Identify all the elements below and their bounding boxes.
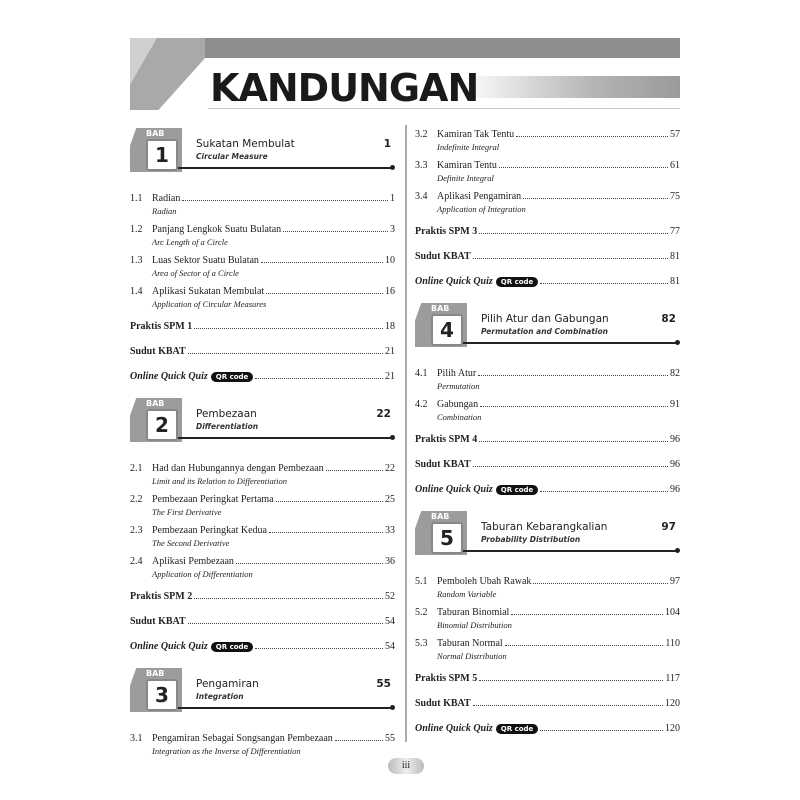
toc-entry[interactable] (130, 220, 395, 251)
entry-page: 54 (385, 616, 395, 627)
toc-entry-line (415, 603, 680, 618)
entry-page: 18 (385, 321, 395, 332)
toc-entry-line (415, 669, 680, 684)
section-title: Panjang Lengkok Suatu Bulatan (152, 224, 282, 235)
section-subtitle: Permutation (437, 381, 480, 391)
dot-leader (194, 598, 383, 599)
toc-entry-line (130, 612, 395, 627)
toc-entry-line (130, 459, 395, 474)
chapter-title: Pembezaan (196, 408, 257, 420)
page-number: iii (388, 758, 424, 774)
qr-code-badge[interactable]: QR code (211, 642, 254, 652)
dot-leader (188, 353, 383, 354)
section-number: 1.4 (130, 286, 143, 297)
section-page: 97 (670, 576, 680, 587)
entry-page: 52 (385, 591, 395, 602)
online-quiz-entry[interactable] (415, 480, 680, 505)
toc-entry-line (130, 521, 395, 536)
dot-leader (266, 293, 383, 294)
section-number: 5.1 (415, 576, 428, 587)
section-page: 33 (385, 525, 395, 536)
toc-extra-entry[interactable] (415, 669, 680, 694)
chapter-page: 22 (376, 408, 391, 420)
qr-code-badge[interactable]: QR code (496, 724, 539, 734)
chapter-subtitle: Permutation and Combination (481, 327, 608, 336)
section-title: Aplikasi Sukatan Membulat (152, 286, 265, 297)
section-page: 75 (670, 191, 680, 202)
entry-title: Online Quick Quiz (130, 641, 208, 652)
toc-entry[interactable] (130, 552, 395, 583)
entry-title: Praktis SPM 4 (415, 434, 478, 445)
section-page: 16 (385, 286, 395, 297)
dot-leader (236, 563, 383, 564)
section-title: Pembezaan Peringkat Kedua (152, 525, 267, 536)
toc-extra-entry[interactable] (130, 317, 395, 342)
section-number: 3.1 (130, 733, 143, 744)
toc-extra-entry[interactable] (130, 587, 395, 612)
toc-entry-line (130, 189, 395, 204)
toc-entry-line (130, 220, 395, 235)
section-subtitle: Definite Integral (437, 173, 494, 183)
toc-entry-line (130, 490, 395, 505)
header-gradient-bar (460, 76, 680, 98)
dot-leader (479, 233, 668, 234)
toc-entry-line (415, 125, 680, 140)
entry-page: 81 (670, 276, 680, 287)
entry-page: 117 (665, 673, 680, 684)
chapter-header[interactable] (130, 398, 395, 445)
section-title: Taburan Binomial (437, 607, 510, 618)
section-number: 2.4 (130, 556, 143, 567)
dot-leader (505, 645, 664, 646)
toc-entry[interactable] (415, 187, 680, 218)
chapter-number: 4 (431, 314, 463, 346)
section-page: 61 (670, 160, 680, 171)
section-subtitle: Random Variable (437, 589, 497, 599)
toc-entry-line (130, 251, 395, 266)
section-subtitle: Radian (152, 206, 177, 216)
entry-title: Online Quick Quiz (415, 484, 493, 495)
section-subtitle: Indefinite Integral (437, 142, 500, 152)
chapter-underline (178, 707, 393, 709)
dot-leader (478, 375, 668, 376)
dot-leader (540, 283, 668, 284)
toc-entry[interactable] (415, 634, 680, 665)
header-band (130, 38, 680, 58)
dot-leader (473, 705, 663, 706)
toc-extra-entry[interactable] (415, 694, 680, 719)
chapter-subtitle: Differentiation (196, 422, 259, 431)
dot-leader (261, 262, 383, 263)
chapter-subtitle: Probability Distribution (481, 535, 581, 544)
toc-extra-entry[interactable] (130, 612, 395, 637)
toc-entry[interactable] (130, 459, 395, 490)
section-number: 4.2 (415, 399, 428, 410)
dot-leader (479, 680, 663, 681)
chapter-header[interactable] (130, 668, 395, 715)
section-page: 82 (670, 368, 680, 379)
dot-leader (516, 136, 668, 137)
toc-entry[interactable] (415, 572, 680, 603)
section-title: Kamiran Tentu (437, 160, 497, 171)
section-title: Radian (152, 193, 181, 204)
section-page: 55 (385, 733, 395, 744)
chapter-header[interactable] (415, 303, 680, 350)
dot-leader (255, 648, 383, 649)
toc-entry-line (130, 317, 395, 332)
entry-page: 96 (670, 459, 680, 470)
toc-entry-line (415, 187, 680, 202)
toc-entry-line (415, 694, 680, 709)
dot-leader (269, 532, 383, 533)
dot-leader (533, 583, 668, 584)
badge-label: BAB (146, 669, 165, 678)
toc-entry-line (415, 156, 680, 171)
entry-page: 81 (670, 251, 680, 262)
toc-extra-entry[interactable] (415, 455, 680, 480)
dot-leader (480, 406, 668, 407)
entry-page: 96 (670, 434, 680, 445)
section-number: 1.1 (130, 193, 143, 204)
toc-entry[interactable] (415, 364, 680, 395)
section-number: 1.3 (130, 255, 143, 266)
dot-leader (182, 200, 388, 201)
entry-page: 120 (665, 698, 680, 709)
entry-title: Sudut KBAT (130, 346, 186, 357)
section-page: 3 (390, 224, 395, 235)
dot-leader (335, 740, 383, 741)
chapter-title: Taburan Kebarangkalian (481, 521, 608, 533)
online-quiz-entry[interactable] (130, 637, 395, 662)
toc-entry[interactable] (415, 395, 680, 426)
section-subtitle: Limit and its Relation to Differentiation (152, 476, 287, 486)
chapter-header[interactable] (415, 511, 680, 558)
chapter-underline (178, 167, 393, 169)
toc-entry-line (415, 222, 680, 237)
section-title: Luas Sektor Suatu Bulatan (152, 255, 259, 266)
dot-leader (473, 466, 668, 467)
toc-entry[interactable] (130, 189, 395, 220)
section-subtitle: Normal Distribution (437, 651, 507, 661)
qr-code-badge[interactable]: QR code (211, 372, 254, 382)
entry-page: 96 (670, 484, 680, 495)
toc-entry-line (130, 552, 395, 567)
section-title: Aplikasi Pengamiran (437, 191, 522, 202)
dot-leader (511, 614, 663, 615)
toc-entry-line (415, 247, 680, 262)
section-subtitle: Binomial Distribution (437, 620, 512, 630)
section-subtitle: Area of Sector of a Circle (152, 268, 239, 278)
dot-leader (326, 470, 383, 471)
toc-entry-line (130, 729, 395, 744)
badge-label: BAB (431, 512, 450, 521)
toc-entry[interactable] (130, 251, 395, 282)
section-title: Pemboleh Ubah Rawak (437, 576, 532, 587)
section-title: Pengamiran Sebagai Songsangan Pembezaan (152, 733, 333, 744)
entry-page: 77 (670, 226, 680, 237)
toc-entry[interactable] (130, 490, 395, 521)
toc-entry-line (130, 282, 395, 297)
chapter-underline (463, 342, 678, 344)
entry-title: Praktis SPM 3 (415, 226, 478, 237)
toc-entry-line (130, 342, 395, 357)
dot-leader (276, 501, 383, 502)
entry-title: Praktis SPM 2 (130, 591, 193, 602)
dot-leader (540, 491, 668, 492)
section-subtitle: Application of Differentiation (152, 569, 253, 579)
section-number: 2.3 (130, 525, 143, 536)
page-header (130, 38, 680, 110)
section-number: 1.2 (130, 224, 143, 235)
toc-extra-entry[interactable] (415, 430, 680, 455)
chapter-subtitle: Integration (196, 692, 244, 701)
section-number: 2.2 (130, 494, 143, 505)
section-page: 57 (670, 129, 680, 140)
chapter-page: 55 (376, 678, 391, 690)
toc-entry-line (415, 634, 680, 649)
toc-entry[interactable] (415, 156, 680, 187)
entry-page: 54 (385, 641, 395, 652)
dot-leader (255, 378, 383, 379)
section-page: 22 (385, 463, 395, 474)
badge-label: BAB (146, 129, 165, 138)
section-title: Aplikasi Pembezaan (152, 556, 234, 567)
chapter-number: 5 (431, 522, 463, 554)
online-quiz-entry[interactable] (415, 272, 680, 297)
entry-page: 21 (385, 371, 395, 382)
column-divider (405, 125, 407, 742)
chapter-number: 1 (146, 139, 178, 171)
entry-page: 21 (385, 346, 395, 357)
section-subtitle: Application of Integration (437, 204, 526, 214)
dot-leader (473, 258, 668, 259)
qr-code-badge[interactable]: QR code (496, 277, 539, 287)
chapter-underline-dot (675, 548, 680, 553)
chapter-underline (463, 550, 678, 552)
section-title: Gabungan (437, 399, 479, 410)
toc-entry-line (415, 719, 680, 734)
chapter-underline-dot (390, 435, 395, 440)
entry-title: Online Quick Quiz (415, 723, 493, 734)
chapter-page: 82 (661, 313, 676, 325)
dot-leader (479, 441, 668, 442)
toc-column-right (415, 125, 680, 744)
section-title: Kamiran Tak Tentu (437, 129, 515, 140)
section-page: 25 (385, 494, 395, 505)
entry-title: Sudut KBAT (415, 698, 471, 709)
toc-entry-line (415, 455, 680, 470)
chapter-number: 2 (146, 409, 178, 441)
section-page: 104 (665, 607, 680, 618)
toc-entry-line (415, 430, 680, 445)
section-page: 1 (390, 193, 395, 204)
entry-title: Sudut KBAT (415, 459, 471, 470)
toc-column-left (130, 128, 395, 760)
chapter-underline-dot (390, 705, 395, 710)
toc-entry-line (415, 364, 680, 379)
toc-entry-line (415, 572, 680, 587)
toc-entry[interactable] (130, 729, 395, 760)
toc-entry-line (130, 367, 395, 382)
section-number: 4.1 (415, 368, 428, 379)
section-number: 3.3 (415, 160, 428, 171)
entry-title: Praktis SPM 5 (415, 673, 478, 684)
section-number: 5.2 (415, 607, 428, 618)
entry-page: 120 (665, 723, 680, 734)
badge-label: BAB (431, 304, 450, 313)
chapter-page: 1 (383, 138, 391, 150)
entry-title: Sudut KBAT (130, 616, 186, 627)
toc-entry[interactable] (130, 521, 395, 552)
section-number: 3.2 (415, 129, 428, 140)
toc-entry-line (130, 637, 395, 652)
dot-leader (283, 231, 388, 232)
chapter-subtitle: Circular Measure (196, 152, 268, 161)
section-page: 10 (385, 255, 395, 266)
section-title: Pilih Atur (437, 368, 477, 379)
section-number: 5.3 (415, 638, 428, 649)
chapter-title: Pilih Atur dan Gabungan (481, 313, 609, 325)
section-subtitle: Combination (437, 412, 482, 422)
section-subtitle: Arc Length of a Circle (152, 237, 228, 247)
chapter-title: Pengamiran (196, 678, 259, 690)
online-quiz-entry[interactable] (130, 367, 395, 392)
section-subtitle: The First Derivative (152, 507, 222, 517)
section-subtitle: Integration as the Inverse of Differentiation (152, 746, 301, 756)
chapter-underline-dot (675, 340, 680, 345)
toc-entry[interactable] (415, 125, 680, 156)
chapter-header[interactable] (130, 128, 395, 175)
section-number: 2.1 (130, 463, 143, 474)
toc-entry[interactable] (415, 603, 680, 634)
dot-leader (523, 198, 668, 199)
dot-leader (540, 730, 663, 731)
entry-title: Online Quick Quiz (415, 276, 493, 287)
toc-entry-line (415, 272, 680, 287)
section-subtitle: Application of Circular Measures (152, 299, 267, 309)
section-page: 36 (385, 556, 395, 567)
toc-entry-line (415, 395, 680, 410)
section-page: 110 (665, 638, 680, 649)
dot-leader (499, 167, 668, 168)
chapter-underline-dot (390, 165, 395, 170)
chapter-page: 97 (661, 521, 676, 533)
online-quiz-entry[interactable] (415, 719, 680, 744)
entry-title: Online Quick Quiz (130, 371, 208, 382)
section-title: Had dan Hubungannya dengan Pembezaan (152, 463, 324, 474)
toc-entry-line (130, 587, 395, 602)
qr-code-badge[interactable]: QR code (496, 485, 539, 495)
chapter-title: Sukatan Membulat (196, 138, 295, 150)
toc-extra-entry[interactable] (130, 342, 395, 367)
chapter-number: 3 (146, 679, 178, 711)
dot-leader (194, 328, 383, 329)
toc-entry[interactable] (130, 282, 395, 313)
toc-extra-entry[interactable] (415, 222, 680, 247)
entry-title: Praktis SPM 1 (130, 321, 193, 332)
section-page: 91 (670, 399, 680, 410)
page-title: KANDUNGAN (210, 66, 479, 110)
entry-title: Sudut KBAT (415, 251, 471, 262)
section-title: Pembezaan Peringkat Pertama (152, 494, 274, 505)
section-subtitle: The Second Derivative (152, 538, 230, 548)
section-title: Taburan Normal (437, 638, 503, 649)
badge-label: BAB (146, 399, 165, 408)
toc-extra-entry[interactable] (415, 247, 680, 272)
toc-entry-line (415, 480, 680, 495)
section-number: 3.4 (415, 191, 428, 202)
dot-leader (188, 623, 383, 624)
chapter-underline (178, 437, 393, 439)
